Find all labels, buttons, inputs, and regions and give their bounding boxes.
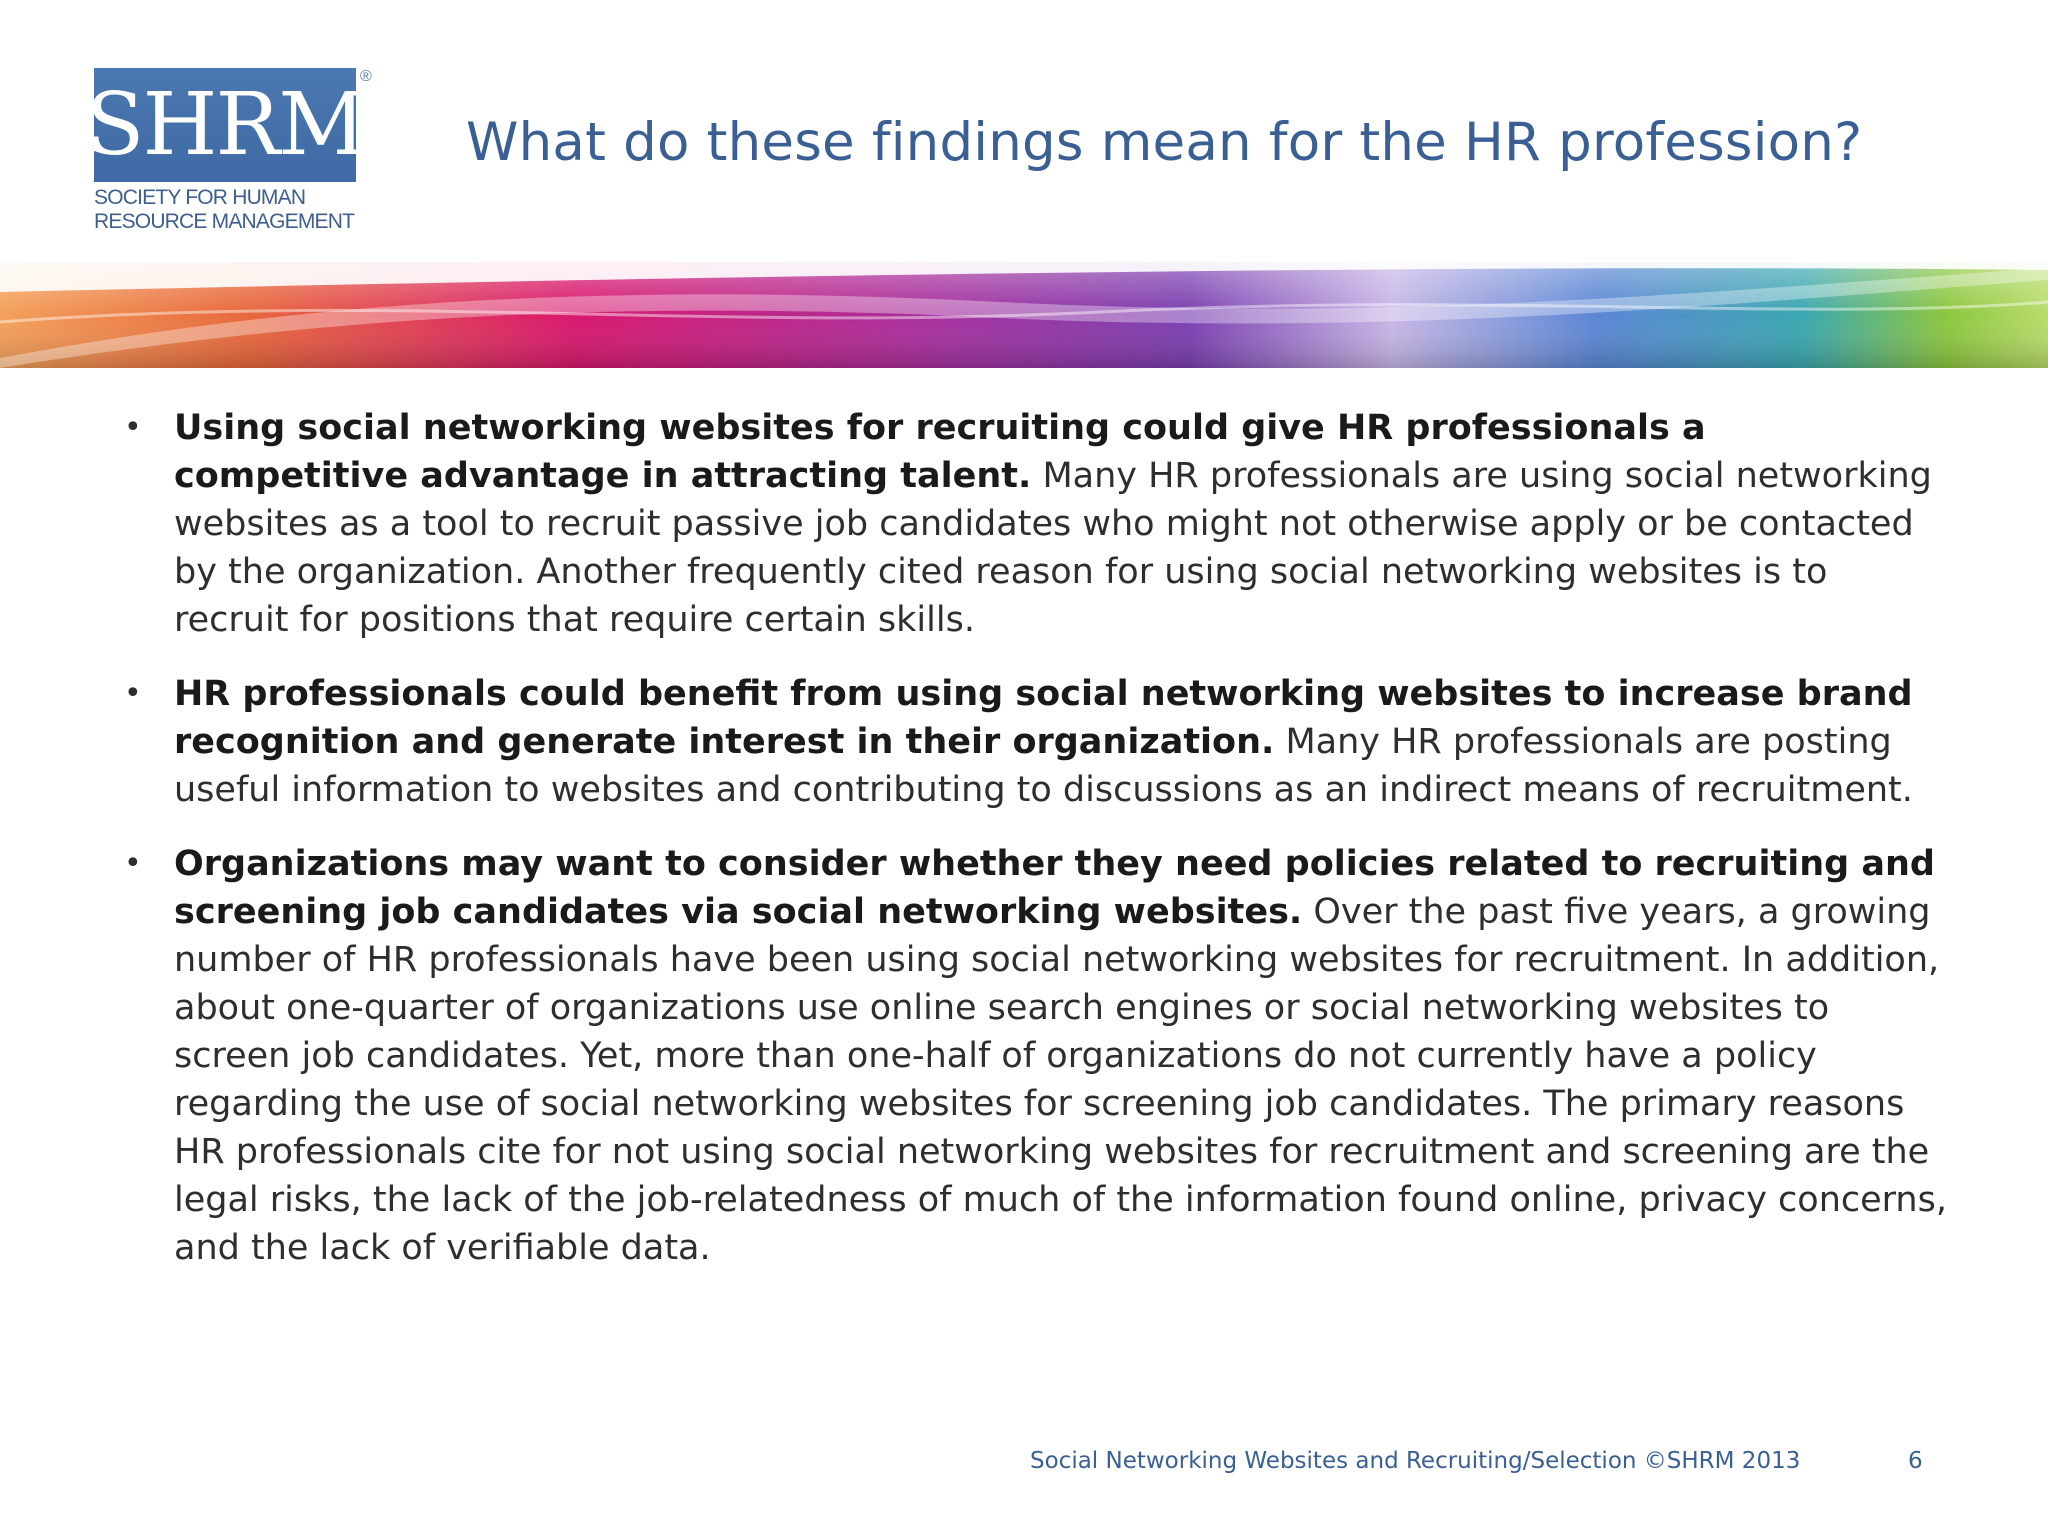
logo-subtitle-line2: RESOURCE MANAGEMENT xyxy=(94,210,355,233)
logo-subtitle-line1: SOCIETY FOR HUMAN xyxy=(94,186,306,209)
footer-text: Social Networking Websites and Recruiting/Selection ©SHRM 2013 xyxy=(1030,1448,1801,1474)
decorative-swoosh-band xyxy=(0,262,2048,368)
bullet-lead: Organizations may want to consider whether they need policies related to recruiting and screening job candidates via social networking websites. xyxy=(174,844,1935,932)
page-number: 6 xyxy=(1908,1448,1923,1474)
slide-title: What do these findings mean for the HR profession? xyxy=(466,112,1863,173)
bullet-lead: HR professionals could benefit from using social networking websites to increase brand recognition and generate interest in their organization. xyxy=(174,674,1913,762)
registered-mark: ® xyxy=(360,68,372,85)
logo-subtitle xyxy=(94,186,384,234)
bullet-item xyxy=(118,670,1948,814)
bullet-lead: Using social networking websites for recruiting could give HR professionals a competitive advantage in attracting talent. xyxy=(174,408,1706,496)
bullet-dot: • xyxy=(124,846,142,881)
bullet-item xyxy=(118,404,1948,644)
bullet-body: Over the past five years, a growing number of HR professionals have been using social networking websites for recruitment. In addition, about one-quarter of organizations use online search engines or social networking websites to screen job candidates. Yet, more than one-half of organizations do not currently have a policy regarding the use of social networking websites for screening job candidates. The primary reasons HR professionals cite for not using social networking websites for recruitment and screening are the legal risks, the lack of the job-relatedness of much of the information found online, privacy concerns, and the lack of verifiable data. xyxy=(174,892,1947,1268)
bullet-dot: • xyxy=(124,410,142,445)
bullet-body: Many HR professionals are using social networking websites as a tool to recruit passive job candidates who might not otherwise apply or be contacted by the organization. Another frequently cited reason for using social networking websites is to recruit for positions that require certain skills. xyxy=(174,456,1932,640)
logo-letters: SHRM xyxy=(85,75,365,175)
shrm-logo xyxy=(85,68,384,244)
bullet-body: Many HR professionals are posting useful information to websites and contributing to discussions as an indirect means of recruitment. xyxy=(174,722,1913,810)
bullet-dot: • xyxy=(124,676,142,711)
bullet-item xyxy=(118,840,1948,1272)
bullet-list xyxy=(118,404,1948,1298)
